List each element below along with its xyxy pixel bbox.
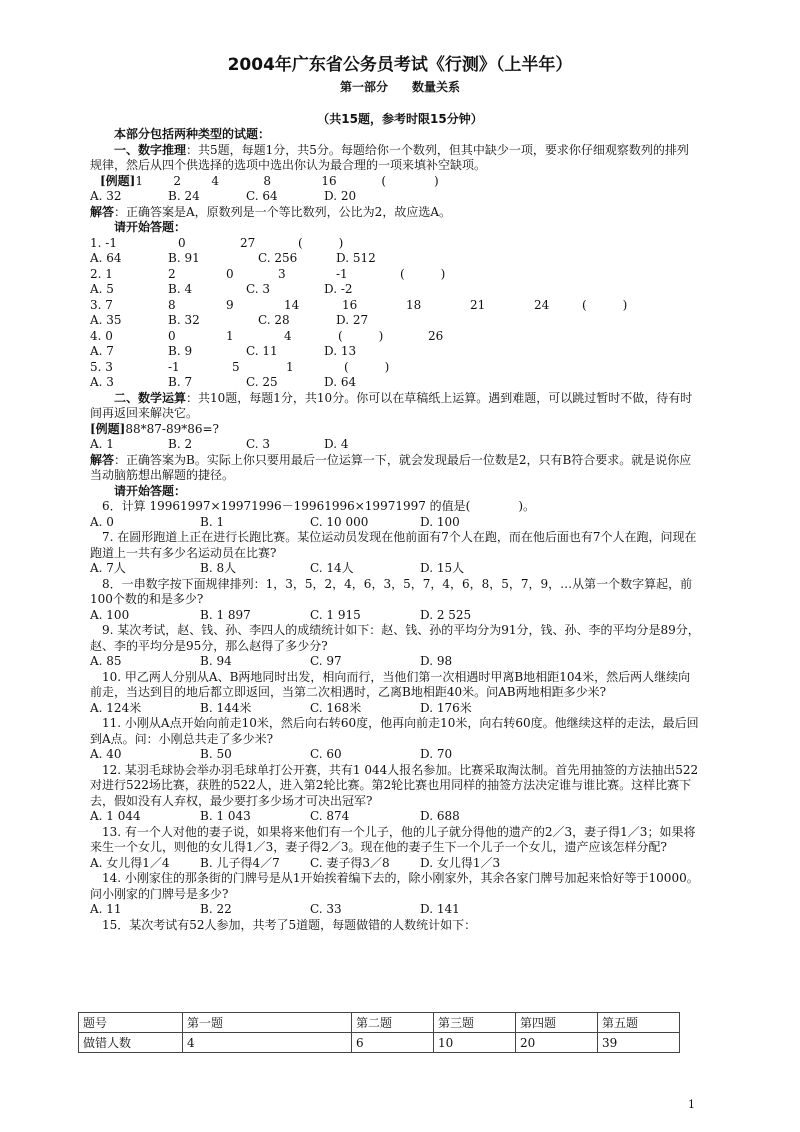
option: A. 124米	[90, 700, 142, 715]
question-text: 12. 某羽毛球协会举办羽毛球单打公开赛，共有1 044人报名参加。比赛采取淘汰制。首先用抽签的方法抽出522对进行522场比赛，获胜的522人，进入第2轮比赛。第2轮比赛也用同样的抽签方法决定谁与谁比赛。这样比赛下去，假如没有人弃权，最少要打多少场才可决出冠军?	[90, 762, 699, 808]
question-options	[90, 561, 700, 577]
sec2-description: 二、数学运算：共10题，每题1分，共10分。你可以在草稿纸上运算。遇到难题，可以跳过暂时不做，待有时间再返回来解决它。	[90, 390, 693, 420]
option: B. 8人	[200, 561, 237, 575]
table-cell: 题号	[79, 1013, 183, 1033]
option: B. 94	[200, 654, 232, 668]
question-options	[90, 654, 700, 670]
question-text: 14. 小刚家住的那条街的门牌号是从1开始挨着编下去的，除小刚家外，其余各家门牌号加起来恰好等于10000。问小刚家的门牌号是多少?	[90, 871, 699, 901]
option: D. 98	[420, 654, 453, 668]
option: D. 女儿得1／3	[420, 855, 501, 870]
sec1-example-options: A. 32 B. 24 C. 64 D. 20	[90, 189, 357, 203]
table-cell: 第三题	[434, 1013, 516, 1033]
error-count-table	[78, 1012, 680, 1053]
option: C. 60	[310, 747, 342, 761]
table-cell: 第一题	[183, 1013, 352, 1033]
option: A. 女儿得1／4	[90, 855, 170, 870]
sec2-question	[90, 918, 700, 934]
option: D. 688	[420, 809, 460, 823]
question-options	[90, 747, 700, 763]
document-body	[90, 127, 700, 933]
question-text: 8．一串数字按下面规律排列：1，3，5，2，4，6，3，5，7，4，6，8，5，7，9，…从第一个数字算起，前100个数的和是多少?	[90, 576, 693, 606]
question-options	[90, 856, 700, 872]
option: A. 0	[90, 514, 114, 529]
sec2-question	[90, 871, 700, 918]
table-cell: 6	[352, 1033, 434, 1053]
question-text: 15．某次考试有52人参加，共考了5道题，每题做错的人数统计如下：	[102, 917, 477, 932]
question-options	[90, 809, 700, 825]
question-text: 13. 有一个人对他的妻子说，如果将来他们有一个儿子，他的儿子就分得他的遗产的2／3，妻子得1／3；如果将来生一个女儿，则他的女儿得1／3，妻子得2／3。现在他的妻子生下一个儿子一个女儿，遗产应该怎样分配?	[90, 824, 696, 854]
table-cell: 第四题	[516, 1013, 598, 1033]
section-subtitle: 第一部分 数量关系	[339, 80, 460, 94]
option: D. 176米	[420, 700, 472, 715]
option: C. 妻子得3／8	[310, 855, 390, 870]
sec2-question	[90, 530, 700, 577]
page-title: 2004年广东省公务员考试《行测》（上半年）	[227, 55, 573, 75]
table-cell: 39	[598, 1033, 680, 1053]
sec2-question	[90, 763, 700, 825]
sec2-question	[90, 577, 700, 624]
sec1-question: 5. 3 -1 5 1 ( ) A. 3 B. 7 C. 25 D. 64	[90, 359, 390, 389]
option: C. 14人	[310, 561, 354, 575]
option: A. 7人	[90, 561, 126, 575]
option: C. 97	[310, 654, 342, 668]
option: D. 100	[420, 514, 460, 529]
option: D. 70	[420, 747, 453, 761]
option: A. 11	[90, 902, 122, 916]
option: B. 1 043	[200, 809, 251, 823]
sec2-example: [例题]88*87-89*86=?	[90, 421, 219, 436]
sec1-question: 1. -1 0 27 ( ) A. 64 B. 91 C. 256 D. 512	[90, 235, 376, 265]
question-options	[90, 701, 700, 717]
option: B. 1 897	[200, 607, 251, 622]
intro-text: 本部分包括两种类型的试题：	[114, 127, 271, 141]
sec1-answer: 解答：正确答案是A，原数列是一个等比数列，公比为2，故应选A。	[90, 204, 451, 219]
option: A. 1 044	[90, 809, 141, 823]
option: D. 141	[420, 902, 460, 916]
option: B. 144米	[200, 700, 252, 715]
question-text: 7. 在圆形跑道上正在进行长跑比赛。某位运动员发现在他前面有7个人在跑，而在他后面也有7个人在跑，问现在跑道上一共有多少名运动员在比赛?	[90, 530, 697, 560]
sec2-start: 请开始答题：	[114, 483, 187, 498]
option: A. 100	[90, 607, 130, 622]
sec1-question: 4. 0 0 1 4 ( ) 26 A. 7 B. 9 C. 11 D. 13	[90, 328, 444, 358]
sec1-description: 一、数字推理：共5题，每题1分，共5分。每题给你一个数列，但其中缺少一项，要求你仔细观察数列的排列规律，然后从四个供选择的选项中选出你认为最合理的一项来填补空缺项。	[90, 142, 689, 172]
page-number: 1	[688, 1098, 695, 1111]
time-notice: （共15题，参考时限15分钟）	[317, 112, 483, 126]
sec2-question	[90, 623, 700, 670]
option: B. 50	[200, 747, 232, 761]
sec1-question: 3. 7 8 9 14 16 18 21 24 ( ) A. 35 B. 32 C. 28 D. 27	[90, 297, 628, 327]
option: C. 10 000	[310, 514, 369, 529]
table-cell: 10	[434, 1033, 516, 1053]
table-cell: 第二题	[352, 1013, 434, 1033]
option: C. 1 915	[310, 607, 361, 622]
question-text: 10. 甲乙两人分别从A、B两地同时出发，相向而行，当他们第一次相遇时甲离B地相距104米，然后两人继续向前走，当达到目的地后都立即返回，当第二次相遇时，乙离B地相距40米。问AB两地相距多少米?	[90, 669, 691, 699]
table-cell: 4	[183, 1033, 352, 1053]
table-cell: 做错人数	[79, 1033, 183, 1053]
sec2-example-options: A. 1 B. 2 C. 3 D. 4	[90, 437, 349, 451]
option: A. 40	[90, 747, 122, 761]
option: B. 儿子得4／7	[200, 855, 280, 870]
sec2-question	[90, 825, 700, 872]
table-cell: 20	[516, 1033, 598, 1053]
sec1-question: 2. 1 2 0 3 -1 ( ) A. 5 B. 4 C. 3 D. -2	[90, 266, 446, 296]
option: B. 1	[200, 514, 225, 529]
sec1-start: 请开始答题：	[114, 220, 187, 234]
table-row	[79, 1033, 680, 1053]
option: C. 33	[310, 902, 342, 916]
question-text: 6．计算 19961997×19971996－19961996×19971997 的值是( )。	[102, 499, 536, 513]
sec2-question	[90, 499, 700, 530]
option: C. 874	[310, 809, 350, 823]
sec2-question	[90, 670, 700, 717]
option: C. 168米	[310, 700, 362, 715]
sec2-answer: 解答：正确答案为B。实际上你只要用最后一位运算一下，就会发现最后一位数是2，只有B符合要求。就是说你应当动脑筋想出解题的捷径。	[90, 452, 692, 482]
question-options	[90, 608, 700, 624]
question-text: 9. 某次考试，赵、钱、孙、李四人的成绩统计如下：赵、钱、孙的平均分为91分，钱、孙、李的平均分是89分，赵、李的平均分是95分，那么赵得了多少分?	[90, 623, 700, 653]
option: B. 22	[200, 902, 232, 916]
question-text: 11. 小刚从A点开始向前走10米，然后向右转60度，他再向前走10米，向右转60度。他继续这样的走法，最后回到A点。问：小刚总共走了多少米?	[90, 716, 699, 746]
question-options	[90, 515, 700, 531]
sec1-example: [例题] 1 2 4 8 16 ( )	[100, 173, 439, 188]
option: D. 15人	[420, 561, 465, 575]
table-header-row	[79, 1013, 680, 1033]
table-cell: 第五题	[598, 1013, 680, 1033]
sec2-question	[90, 716, 700, 763]
option: D. 2 525	[420, 607, 472, 622]
question-options	[90, 902, 700, 918]
option: A. 85	[90, 654, 122, 668]
